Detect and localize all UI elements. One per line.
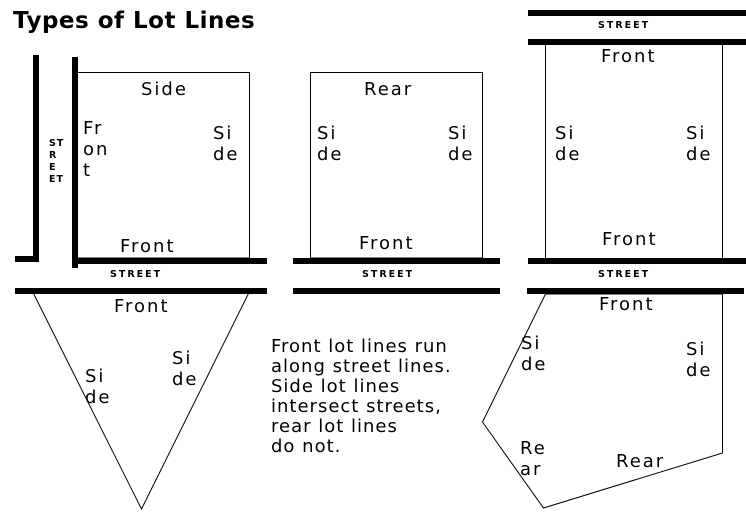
through-lot-side-label-left: Si de [555,123,582,165]
pentagon-lot-rear-label-bottom: Rear [616,451,666,472]
through-lot-front-label-bottom: Front [602,229,658,250]
interior-lot-boundary [311,73,483,259]
pentagon-lot-side-label-right: Si de [686,339,713,381]
corner-lot-front-label-left: Fr on t [83,118,110,181]
pentagon-lot-side-label-left: Si de [521,333,548,375]
street-label-mid-center: STREET [362,269,415,280]
street-label-mid-right: STREET [598,269,651,280]
through-lot-front-label-top: Front [601,46,657,67]
street-label-vertical: ST R E ET [49,138,65,185]
explanation-text: Front lot lines run along street lines. Side lot lines intersect streets, rear lot lines do not. [271,336,452,457]
interior-lot-front-label-bottom: Front [359,233,415,254]
corner-lot-side-label-right: Si de [213,123,240,165]
triangle-lot-side-label-right: Si de [172,348,199,390]
interior-lot-side-label-right: Si de [448,123,475,165]
street-label-top-right: STREET [598,20,651,31]
pentagon-lot-rear-label-left: Re ar [520,438,547,480]
interior-lot-rear-label-top: Rear [364,79,414,100]
corner-lot-side-label-top: Side [141,79,188,100]
pentagon-lot-boundary [483,294,723,508]
corner-lot-front-label-bottom: Front [120,236,176,257]
pentagon-lot-front-label-top: Front [599,294,655,315]
page-title: Types of Lot Lines [13,8,256,34]
through-lot-side-label-right: Si de [686,123,713,165]
triangle-lot-boundary [34,294,249,510]
street-label-mid-left: STREET [110,269,163,280]
interior-lot-side-label-left: Si de [317,123,344,165]
triangle-lot-front-label-top: Front [114,296,170,317]
left-street-far-line [15,55,36,259]
triangle-lot-side-label-left: Si de [85,366,112,408]
